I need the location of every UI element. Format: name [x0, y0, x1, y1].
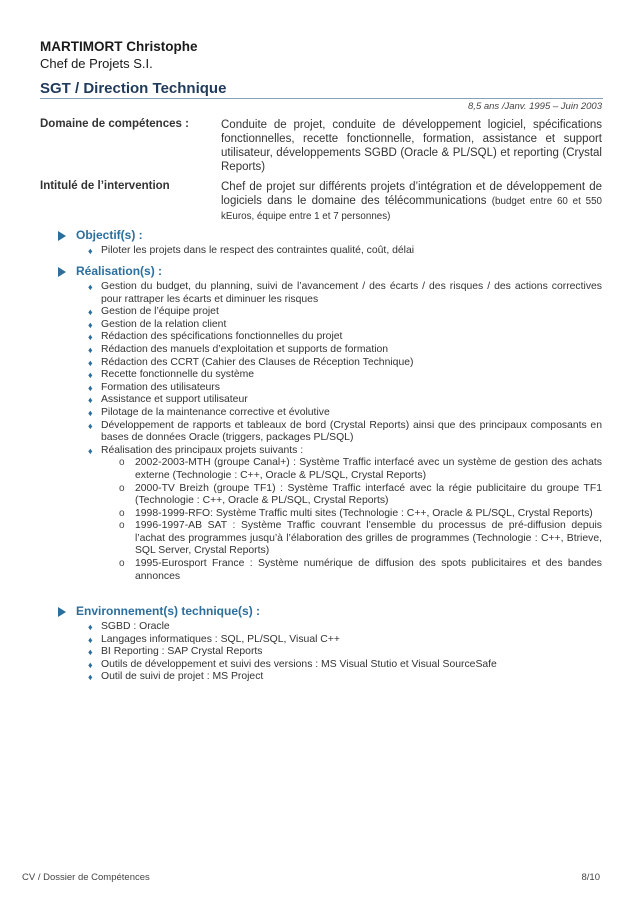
diamond-bullet-icon: ♦ [88, 382, 93, 393]
domain-label: Domaine de compétences : [40, 118, 189, 130]
list-item-text: Outil de suivi de projet : MS Project [101, 671, 264, 683]
diamond-bullet-icon: ♦ [88, 420, 93, 431]
list-item-text: Rédaction des spécifications fonctionnelles du projet [101, 331, 343, 343]
objectifs-list [58, 245, 602, 258]
objectifs-section [58, 228, 602, 258]
arrow-icon [58, 607, 66, 617]
list-item-text: Gestion de l’équipe projet [101, 306, 219, 318]
footer-label: CV / Dossier de Compétences [22, 872, 150, 883]
list-item [88, 420, 602, 445]
diamond-bullet-icon: ♦ [88, 370, 93, 381]
intitule-text: Chef de projet sur différents projets d’intégration et de développement de logiciels dans le domaine des télécommunications [221, 181, 602, 207]
list-item-text: Langages informatiques : SQL, PL/SQL, Visual C++ [101, 633, 340, 645]
circle-bullet-icon: o [119, 520, 125, 532]
diamond-bullet-icon: ♦ [88, 622, 93, 632]
list-item-text: SGBD : Oracle [101, 621, 170, 632]
list-item-text: Rédaction des CCRT (Cahier des Clauses de Réception Technique) [101, 356, 414, 368]
environnement-list [58, 621, 602, 684]
list-item [88, 445, 602, 584]
section-title: SGT / Direction Technique [40, 80, 603, 99]
diamond-bullet-icon: ♦ [88, 357, 93, 368]
diamond-bullet-icon: ♦ [88, 307, 93, 318]
diamond-bullet-icon: ♦ [88, 445, 93, 456]
list-item [88, 407, 602, 420]
list-item [88, 319, 602, 332]
domain-value: Conduite de projet, conduite de développement logiciel, spécifications fonctionnelles, recette fonctionnelle, formation, assistance et support utilisateur, développements SGBD (Oracle & PL/SQL) et reporting (Crystal Reports) [221, 119, 602, 173]
project-item [119, 483, 602, 508]
diamond-bullet-icon: ♦ [88, 659, 93, 670]
diamond-bullet-icon: ♦ [88, 319, 93, 330]
diamond-bullet-icon: ♦ [88, 395, 93, 406]
environnement-section [58, 604, 602, 684]
list-item [88, 634, 602, 647]
candidate-role: Chef de Projets S.I. [40, 56, 153, 71]
list-item [88, 659, 602, 672]
environnement-title: Environnement(s) technique(s) : [76, 604, 261, 618]
list-item [88, 357, 602, 370]
diamond-bullet-icon: ♦ [88, 634, 93, 645]
candidate-name: MARTIMORT Christophe [40, 39, 198, 54]
list-item [88, 369, 602, 382]
diamond-bullet-icon: ♦ [88, 344, 93, 355]
arrow-icon [58, 231, 66, 241]
list-item-text: Développement de rapports et tableaux de bord (Crystal Reports) ainsi que des principaux composants en bases de données Oracle (triggers, packages PL/SQL) [101, 419, 602, 444]
circle-bullet-icon: o [119, 558, 125, 570]
list-item-text: Gestion de la relation client [101, 318, 227, 330]
realisations-section [58, 264, 602, 583]
circle-bullet-icon: o [119, 482, 125, 494]
project-item [119, 520, 602, 558]
list-item-text: Réalisation des principaux projets suivants : [101, 444, 304, 456]
list-item-text: Outils de développement et suivi des versions : MS Visual Stutio et Visual SourceSafe [101, 658, 497, 670]
project-text: 2002-2003-MTH (groupe Canal+) : Système Traffic interfacé avec un système de gestion des achats externe (Technologie : C++, Oracle & PL/SQL, Crystal Reports) [135, 457, 602, 481]
intitule-label: Intitulé de l’intervention [40, 180, 170, 192]
list-item-text: Piloter les projets dans le respect des contraintes qualité, coût, délai [101, 245, 415, 256]
list-item [88, 281, 602, 306]
project-item [119, 457, 602, 482]
project-text: 2000-TV Breizh (groupe TF1) : Système Traffic interfacé avec la régie publicitaire du groupe TF1 (Technologie : C++, Oracle & PL/SQL, Crystal Reports) [135, 482, 602, 507]
list-item-text: BI Reporting : SAP Crystal Reports [101, 646, 263, 658]
realisations-list [58, 281, 602, 583]
header [40, 38, 198, 72]
page-number: 8/10 [581, 872, 600, 883]
diamond-bullet-icon: ♦ [88, 647, 93, 658]
intitule-value [221, 180, 602, 224]
circle-bullet-icon: o [119, 507, 125, 519]
objectifs-title: Objectif(s) : [76, 228, 143, 242]
diamond-bullet-icon: ♦ [88, 246, 93, 256]
list-item-text: Gestion du budget, du planning, suivi de l’avancement / des écarts / des risques / des actions correctives pour rattraper les écarts et diminuer les risques [101, 281, 602, 305]
list-item-text: Recette fonctionnelle du système [101, 369, 255, 381]
project-text: 1998-1999-RFO: Système Traffic multi sites (Technologie : C++, Oracle & PL/SQL, Crystal Reports) [135, 507, 593, 519]
project-text: 1995-Eurosport France : Système numérique de diffusion des spots publicitaires et des bandes annonces [135, 558, 602, 582]
list-item-text: Rédaction des manuels d’exploitation et supports de formation [101, 343, 389, 355]
list-item [88, 394, 602, 407]
project-item [119, 508, 602, 521]
list-item [88, 671, 602, 684]
period: 8,5 ans /Janv. 1995 – Juin 2003 [468, 101, 602, 112]
project-text: 1996-1997-AB SAT : Système Traffic couvrant l’ensemble du processus de pré-diffusion depuis l’achat des programmes jusqu’à l’élaboration des grilles de programmes (Technologie : C++, Btrieve, SQL Server, Crystal Reports) [135, 520, 602, 557]
diamond-bullet-icon: ♦ [88, 407, 93, 418]
list-item-text: Assistance et support utilisateur [101, 394, 248, 406]
project-item [119, 558, 602, 583]
list-item-text: Formation des utilisateurs [101, 381, 220, 393]
diamond-bullet-icon: ♦ [88, 282, 93, 292]
list-item [88, 331, 602, 344]
list-item [88, 344, 602, 357]
list-item [88, 621, 602, 634]
projects-list [101, 457, 602, 583]
diamond-bullet-icon: ♦ [88, 332, 93, 343]
intitule-note: (budget entre 60 et 550 kEuros, équipe entre 1 et 7 personnes) [221, 196, 603, 222]
circle-bullet-icon: o [119, 457, 125, 469]
list-item [88, 646, 602, 659]
diamond-bullet-icon: ♦ [88, 672, 93, 683]
list-item [88, 245, 602, 258]
list-item [88, 382, 602, 395]
list-item [88, 306, 602, 319]
realisations-title: Réalisation(s) : [76, 264, 163, 278]
list-item-text: Pilotage de la maintenance corrective et évolutive [101, 406, 330, 418]
arrow-icon [58, 267, 66, 277]
